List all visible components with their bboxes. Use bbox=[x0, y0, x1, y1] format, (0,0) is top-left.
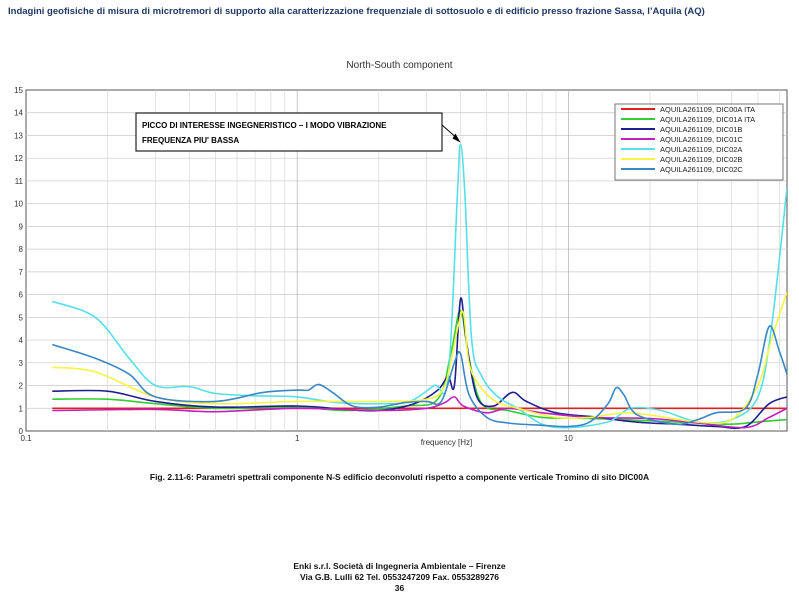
y-tick-label: 13 bbox=[14, 131, 23, 141]
footer-company: Enki s.r.l. Società di Ingegneria Ambientale – Firenze bbox=[293, 561, 506, 571]
annotation-box bbox=[136, 113, 442, 151]
y-tick-label: 10 bbox=[14, 199, 23, 209]
annotation-line1: PICCO DI INTERESSE INGEGNERISTICO – I MODO VIBRAZIONE bbox=[142, 121, 387, 130]
legend-label: AQUILA261109, DIC00A ITA bbox=[660, 105, 756, 114]
document-header: Indagini geofisiche di misura di microtremori di supporto alla caratterizzazione frequenziale di sottosuolo e di edificio presso frazione Sassa, l’Aquila (AQ) bbox=[8, 6, 705, 17]
legend-label: AQUILA261109, DIC02C bbox=[660, 165, 743, 174]
y-tick-label: 2 bbox=[18, 381, 23, 391]
y-tick-label: 14 bbox=[14, 108, 23, 118]
y-tick-label: 15 bbox=[14, 86, 23, 95]
y-tick-label: 6 bbox=[18, 290, 23, 300]
chart-title: North-South component bbox=[346, 60, 453, 71]
footer-address: Via G.B. Lulli 62 Tel. 0553247209 Fax. 0553289276 bbox=[299, 572, 500, 582]
x-tick-label: 10 bbox=[563, 434, 573, 443]
y-tick-label: 3 bbox=[18, 358, 23, 368]
x-axis-label: frequency [Hz] bbox=[420, 438, 473, 447]
annotation-line2: FREQUENZA PIU' BASSA bbox=[142, 136, 240, 145]
page-footer bbox=[0, 561, 799, 594]
legend-label: AQUILA261109, DIC01C bbox=[660, 135, 743, 144]
y-tick-label: 11 bbox=[14, 176, 23, 186]
legend-label: AQUILA261109, DIC02A bbox=[660, 145, 743, 154]
legend-label: AQUILA261109, DIC02B bbox=[660, 155, 743, 164]
y-tick-label: 8 bbox=[18, 245, 23, 255]
y-tick-label: 9 bbox=[18, 222, 23, 232]
y-tick-label: 7 bbox=[18, 267, 23, 277]
legend-label: AQUILA261109, DIC01B bbox=[660, 125, 743, 134]
page-number: 36 bbox=[394, 583, 405, 593]
legend-label: AQUILA261109, DIC01A ITA bbox=[660, 115, 756, 124]
x-tick-label: 1 bbox=[294, 434, 300, 443]
y-tick-label: 12 bbox=[14, 154, 23, 164]
y-tick-label: 0 bbox=[18, 427, 23, 436]
y-tick-label: 4 bbox=[18, 336, 23, 346]
figure-caption: Fig. 2.11-6: Parametri spettrali componente N-S edificio deconvoluti rispetto a componente verticale Tromino di sito DIC00A bbox=[149, 472, 650, 482]
x-tick-label: 0.1 bbox=[20, 434, 32, 443]
y-tick-label: 1 bbox=[18, 404, 23, 414]
y-tick-label: 5 bbox=[18, 313, 23, 323]
